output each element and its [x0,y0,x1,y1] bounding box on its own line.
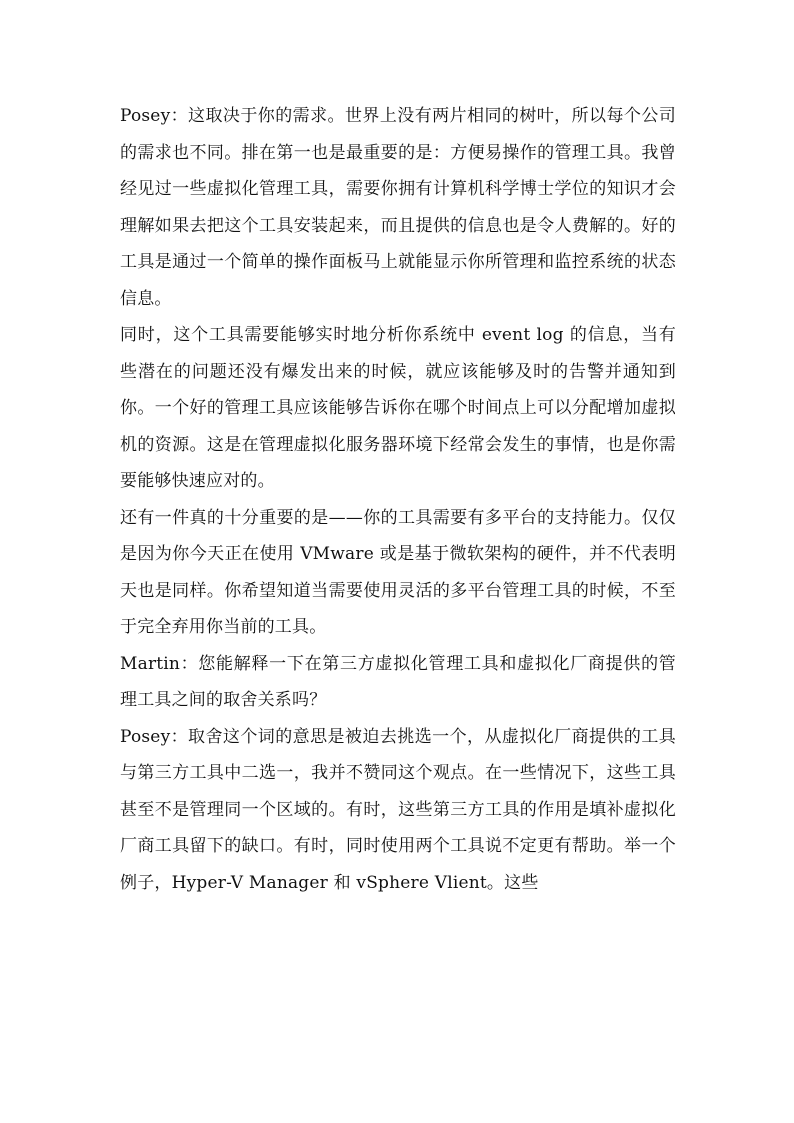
paragraph-posey-answer-1: Posey：这取决于你的需求。世界上没有两片相同的树叶，所以每个公司的需求也不同。排在第一也是最重要的是：方便易操作的管理工具。我曾经见过一些虚拟化管理工具，需要你拥有计算机科学博士学位的知识才会理解如果去把这个工具安装起来，而且提供的信息也是令人费解的。好的工具是通过一个简单的操作面板马上就能显示你所管理和监控系统的状态信息。 [120,106,676,309]
paragraph-event-log: 同时，这个工具需要能够实时地分析你系统中 event log 的信息，当有些潜在的问题还没有爆发出来的时候，就应该能够及时的告警并通知到你。一个好的管理工具应该能够告诉你在哪个时间点上可以分配增加虚拟机的资源。这是在管理虚拟化服务器环境下经常会发生的事情，也是你需要能够快速应对的。 [120,325,676,491]
paragraph-multi-platform: 还有一件真的十分重要的是——你的工具需要有多平台的支持能力。仅仅是因为你今天正在使用 VMware 或是基于微软架构的硬件，并不代表明天也是同样。你希望知道当需要使用灵活的多平台管理工具的时候，不至于完全弃用你当前的工具。 [120,507,676,637]
document-page [120,98,676,901]
paragraph-martin-question: Martin：您能解释一下在第三方虚拟化管理工具和虚拟化厂商提供的管理工具之间的取舍关系吗？ [120,653,676,710]
paragraph-posey-answer-2: Posey：取舍这个词的意思是被迫去挑选一个，从虚拟化厂商提供的工具与第三方工具中二选一，我并不赞同这个观点。在一些情况下，这些工具甚至不是管理同一个区域的。有时，这些第三方工具的作用是填补虚拟化厂商工具留下的缺口。有时，同时使用两个工具说不定更有帮助。举一个例子，Hyper-V Manager 和 vSphere Vlient。这些 [120,726,676,893]
